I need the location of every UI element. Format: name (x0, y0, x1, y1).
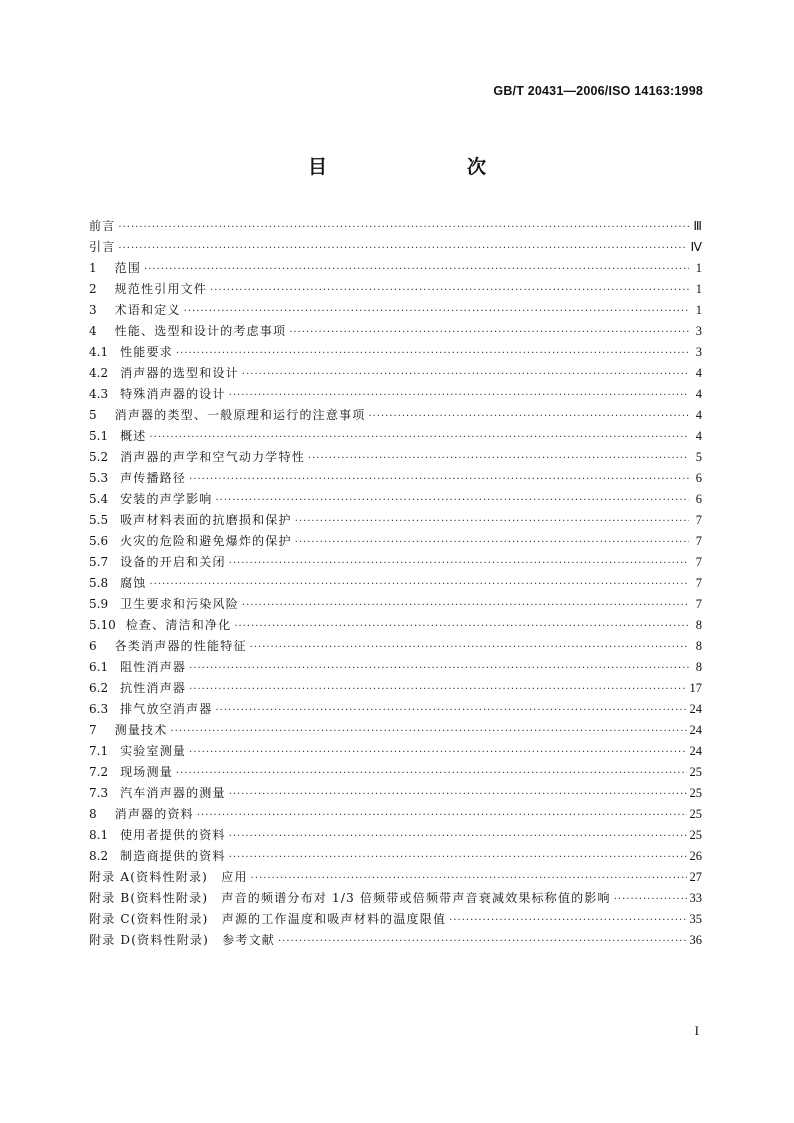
toc-entry-title: 设备的开启和关闭 (120, 555, 226, 569)
toc-entry-number: 5.5 (89, 513, 109, 527)
toc-leader-dots (118, 222, 689, 233)
toc-entry-page: 4 (695, 387, 702, 401)
toc-entry-title: 性能、选型和设计的考虑事项 (114, 324, 287, 338)
toc-entry[interactable] (89, 847, 702, 868)
toc-entry-number: 5.3 (89, 471, 109, 485)
toc-entry-page: 33 (689, 891, 702, 905)
toc-entry-number: 5 (89, 408, 97, 422)
toc-entry-title: 阻性消声器 (120, 660, 187, 674)
toc-entry-number: 6.2 (89, 681, 109, 695)
toc-entry[interactable] (89, 532, 702, 553)
toc-leader-dots (189, 663, 689, 674)
toc-entry-page: 8 (695, 618, 702, 632)
toc-entry-number: 4.3 (89, 387, 109, 401)
toc-entry-title: 抗性消声器 (120, 681, 187, 695)
toc-entry[interactable] (89, 469, 702, 490)
toc-entry-number: 1 (89, 261, 97, 275)
toc-entry[interactable] (89, 721, 702, 742)
toc-entry-page: 4 (695, 408, 702, 422)
toc-entry-page: Ⅲ (693, 219, 702, 233)
toc-entry[interactable] (89, 574, 702, 595)
toc-entry-page: 24 (689, 702, 702, 716)
toc-entry-title: 消声器的资料 (114, 807, 194, 821)
toc-leader-dots (278, 936, 687, 947)
toc-leader-dots (295, 537, 689, 548)
toc-entry-page: 24 (689, 723, 702, 737)
toc-leader-dots (150, 432, 690, 443)
toc-entry-number: 5.6 (89, 534, 109, 548)
toc-entry-page: 4 (695, 429, 702, 443)
toc-entry[interactable] (89, 280, 702, 301)
toc-entry-page: 25 (689, 807, 702, 821)
toc-entry-number: 4.1 (89, 345, 109, 359)
toc-leader-dots (176, 768, 687, 779)
toc-entry[interactable] (89, 763, 702, 784)
toc-entry-page: 1 (695, 282, 702, 296)
toc-entry-title: 消声器的声学和空气动力学特性 (120, 450, 305, 464)
toc-entry-page: 8 (695, 639, 702, 653)
toc-entry-number: 6.1 (89, 660, 109, 674)
toc-leader-dots (229, 852, 687, 863)
toc-leader-dots (308, 453, 689, 464)
toc-entry-number: 6.3 (89, 702, 109, 716)
toc-leader-dots (210, 285, 689, 296)
toc-entry-page: 17 (689, 681, 702, 695)
toc-leader-dots (229, 558, 689, 569)
toc-entry-number: 3 (89, 303, 97, 317)
toc-entry-page: 36 (689, 933, 702, 947)
toc-entry-title: 制造商提供的资料 (120, 849, 226, 863)
toc-entry[interactable] (89, 427, 702, 448)
toc-entry-number: 4.2 (89, 366, 109, 380)
toc-leader-dots (449, 915, 686, 926)
toc-leader-dots (197, 810, 687, 821)
toc-entry[interactable] (89, 679, 702, 700)
toc-entry-number: 7.1 (89, 744, 109, 758)
toc-entry[interactable] (89, 322, 702, 343)
toc-entry[interactable] (89, 616, 702, 637)
toc-entry[interactable] (89, 658, 702, 679)
toc-leader-dots (150, 579, 690, 590)
toc-entry-title: 声传播路径 (120, 471, 187, 485)
toc-entry-title: 消声器的选型和设计 (120, 366, 239, 380)
toc-entry[interactable] (89, 448, 702, 469)
toc-entry[interactable] (89, 826, 702, 847)
toc-entry-page: 3 (695, 345, 702, 359)
toc-entry[interactable] (89, 700, 702, 721)
toc-entry[interactable] (89, 784, 702, 805)
toc-entry-title: 检查、清洁和净化 (125, 618, 232, 632)
toc-entry[interactable] (89, 868, 702, 889)
toc-entry-page: 25 (689, 765, 702, 779)
toc-entry-number: 5.9 (89, 597, 109, 611)
toc-leader-dots (250, 642, 689, 653)
toc-entry-page: 7 (695, 534, 702, 548)
toc-entry[interactable] (89, 805, 702, 826)
toc-entry-title: 前言 (89, 219, 116, 233)
toc-entry-page: 4 (695, 366, 702, 380)
toc-leader-dots (170, 726, 686, 737)
toc-entry[interactable] (89, 385, 702, 406)
toc-entry-title: 性能要求 (120, 345, 173, 359)
toc-entry[interactable] (89, 637, 702, 658)
toc-entry-title: 消声器的类型、一般原理和运行的注意事项 (114, 408, 366, 422)
table-of-contents (89, 217, 702, 952)
toc-leader-dots (176, 348, 689, 359)
toc-entry-title: 吸声材料表面的抗磨损和保护 (120, 513, 292, 527)
toc-entry[interactable] (89, 910, 702, 931)
toc-entry-page: Ⅳ (690, 240, 702, 254)
toc-entry[interactable] (89, 889, 702, 910)
toc-entry-page: 7 (695, 597, 702, 611)
toc-entry-page: 7 (695, 555, 702, 569)
toc-leader-dots (614, 894, 687, 905)
toc-entry-page: 24 (689, 744, 702, 758)
toc-leader-dots (229, 831, 687, 842)
toc-entry-title: 范围 (114, 261, 142, 275)
toc-entry[interactable] (89, 259, 702, 280)
toc-entry-number: 5.1 (89, 429, 109, 443)
toc-leader-dots (189, 474, 689, 485)
toc-entry-title: 汽车消声器的测量 (120, 786, 226, 800)
toc-entry[interactable] (89, 301, 702, 322)
standard-number: GB/T 20431—2006/ISO 14163:1998 (493, 84, 703, 98)
toc-entry-page: 25 (689, 786, 702, 800)
toc-entry[interactable] (89, 343, 702, 364)
toc-entry-number: 7.2 (89, 765, 109, 779)
toc-leader-dots (289, 327, 689, 338)
toc-entry-title: 测量技术 (114, 723, 168, 737)
toc-entry-page: 27 (689, 870, 702, 884)
toc-leader-dots (189, 684, 686, 695)
toc-entry-title: 附录 A(资料性附录) 应用 (89, 870, 248, 884)
toc-entry-number: 7.3 (89, 786, 109, 800)
toc-entry-title: 安装的声学影响 (120, 492, 213, 506)
toc-entry-title: 附录 C(资料性附录) 声源的工作温度和吸声材料的温度限值 (89, 912, 447, 926)
toc-entry-title: 附录 B(资料性附录) 声音的频谱分布对 1/3 倍频带或倍频带声音衰减效果标称值的影响 (89, 891, 611, 905)
toc-entry[interactable] (89, 364, 702, 385)
toc-entry-title: 规范性引用文件 (114, 282, 208, 296)
toc-leader-dots (189, 747, 686, 758)
toc-entry-number: 5.4 (89, 492, 109, 506)
toc-entry-title: 概述 (120, 429, 147, 443)
toc-entry-number: 5.8 (89, 576, 109, 590)
toc-leader-dots (234, 621, 689, 632)
toc-entry[interactable] (89, 931, 702, 952)
toc-leader-dots (242, 369, 689, 380)
toc-entry-title: 卫生要求和污染风险 (120, 597, 239, 611)
toc-entry-title: 腐蚀 (120, 576, 147, 590)
toc-entry-page: 1 (695, 261, 702, 275)
toc-leader-dots (144, 264, 689, 275)
toc-entry[interactable] (89, 238, 702, 259)
toc-entry[interactable] (89, 490, 702, 511)
toc-entry-number: 5.2 (89, 450, 109, 464)
toc-entry-title: 引言 (89, 240, 116, 254)
toc-leader-dots (229, 390, 689, 401)
toc-entry-page: 7 (695, 576, 702, 590)
toc-entry[interactable] (89, 553, 702, 574)
toc-leader-dots (216, 495, 690, 506)
page-number: I (694, 1023, 699, 1038)
toc-entry[interactable] (89, 511, 702, 532)
toc-leader-dots (251, 873, 687, 884)
toc-entry-title: 实验室测量 (120, 744, 187, 758)
toc-entry-number: 8.2 (89, 849, 109, 863)
toc-entry-page: 3 (695, 324, 702, 338)
toc-entry-page: 25 (689, 828, 702, 842)
toc-entry-number: 6 (89, 639, 97, 653)
toc-entry-number: 8.1 (89, 828, 109, 842)
toc-entry-title: 火灾的危险和避免爆炸的保护 (120, 534, 292, 548)
toc-entry-page: 5 (695, 450, 702, 464)
toc-leader-dots (368, 411, 689, 422)
toc-entry-title: 排气放空消声器 (120, 702, 213, 716)
toc-entry-title: 术语和定义 (114, 303, 181, 317)
toc-entry-number: 5.10 (89, 618, 116, 632)
toc-entry-title: 使用者提供的资料 (120, 828, 226, 842)
toc-entry-page: 35 (689, 912, 702, 926)
toc-entry[interactable] (89, 406, 702, 427)
toc-entry-title: 各类消声器的性能特征 (114, 639, 247, 653)
toc-entry-page: 26 (689, 849, 702, 863)
page-title: 目 次 (307, 156, 520, 178)
toc-entry[interactable] (89, 742, 702, 763)
toc-leader-dots (229, 789, 687, 800)
toc-entry-title: 特殊消声器的设计 (120, 387, 226, 401)
toc-entry-number: 7 (89, 723, 97, 737)
toc-entry-number: 8 (89, 807, 97, 821)
toc-entry-page: 6 (695, 471, 702, 485)
toc-leader-dots (242, 600, 689, 611)
toc-entry-number: 2 (89, 282, 97, 296)
toc-entry-number: 5.7 (89, 555, 109, 569)
toc-entry-page: 1 (695, 303, 702, 317)
toc-leader-dots (216, 705, 687, 716)
toc-entry-page: 7 (695, 513, 702, 527)
toc-entry-number: 4 (89, 324, 97, 338)
toc-entry-title: 附录 D(资料性附录) 参考文献 (89, 933, 275, 947)
toc-leader-dots (184, 306, 689, 317)
toc-leader-dots (295, 516, 689, 527)
toc-entry-page: 8 (695, 660, 702, 674)
toc-entry[interactable] (89, 595, 702, 616)
toc-leader-dots (118, 243, 687, 254)
toc-entry[interactable] (89, 217, 702, 238)
toc-entry-title: 现场测量 (120, 765, 173, 779)
toc-entry-page: 6 (695, 492, 702, 506)
